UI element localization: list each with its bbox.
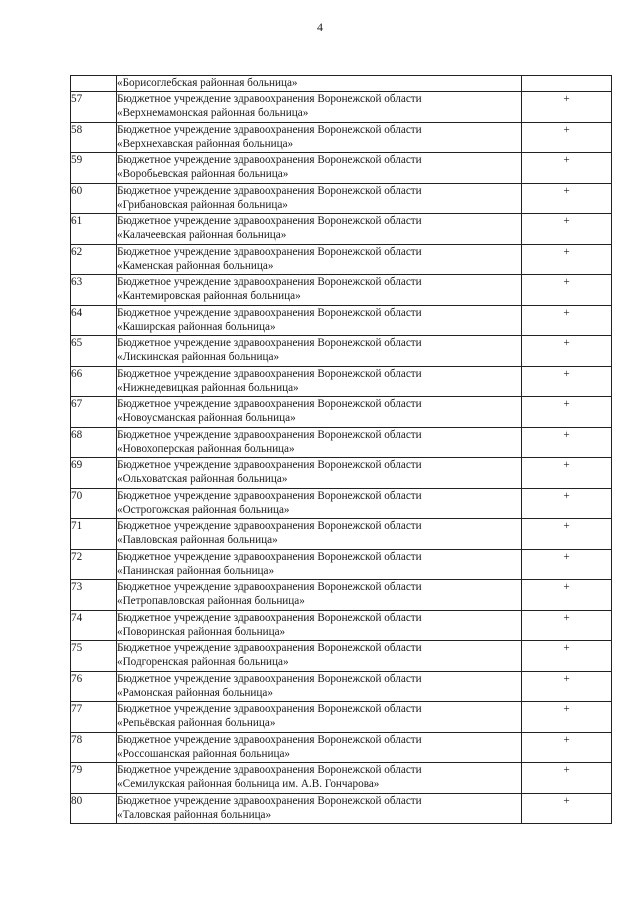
row-name — [117, 549, 522, 580]
row-number: 71 — [71, 519, 117, 550]
row-number: 76 — [71, 671, 117, 702]
row-mark: + — [522, 732, 612, 763]
row-name-line-1: Бюджетное учреждение здравоохранения Воронежской области — [117, 672, 422, 685]
row-name — [117, 427, 522, 458]
table-row — [71, 122, 612, 153]
row-name — [117, 641, 522, 672]
row-number: 60 — [71, 183, 117, 214]
row-mark: + — [522, 610, 612, 641]
row-name — [117, 336, 522, 367]
row-number: 79 — [71, 763, 117, 794]
row-mark: + — [522, 427, 612, 458]
row-name-line-1: Бюджетное учреждение здравоохранения Воронежской области — [117, 245, 422, 258]
row-number: 59 — [71, 153, 117, 184]
row-name-line-2: «Павловская районная больница» — [117, 534, 278, 546]
row-number — [71, 76, 117, 92]
hospital-table — [70, 75, 612, 824]
row-number: 62 — [71, 244, 117, 275]
row-name-line-2: «Верхнемамонская районная больница» — [117, 107, 309, 119]
row-name — [117, 610, 522, 641]
row-name-line-1: Бюджетное учреждение здравоохранения Воронежской области — [117, 611, 422, 624]
row-mark: + — [522, 702, 612, 733]
row-name-line-2: «Россошанская районная больница» — [117, 747, 291, 760]
table-row — [71, 763, 612, 794]
row-name-line-2: «Репьёвская районная больница» — [117, 717, 276, 729]
row-name-line-2: «Таловская районная больница» — [117, 808, 272, 821]
row-mark: + — [522, 458, 612, 489]
table-row — [71, 153, 612, 184]
row-name — [117, 397, 522, 428]
row-mark: + — [522, 793, 612, 824]
row-mark: + — [522, 275, 612, 306]
row-name-line-2: «Калачеевская районная больница» — [117, 229, 287, 241]
row-name-line-1: Бюджетное учреждение здравоохранения Воронежской области — [117, 489, 422, 502]
row-name-line-2: «Новохоперская районная больница» — [117, 442, 295, 455]
table-row — [71, 275, 612, 306]
row-number: 65 — [71, 336, 117, 367]
row-name-line-1: Бюджетное учреждение здравоохранения Воронежской области — [117, 428, 422, 441]
row-mark: + — [522, 153, 612, 184]
row-number: 75 — [71, 641, 117, 672]
row-number: 74 — [71, 610, 117, 641]
row-name — [117, 305, 522, 336]
row-number: 77 — [71, 702, 117, 733]
row-mark: + — [522, 580, 612, 611]
page-number: 4 — [317, 20, 323, 34]
table-row — [71, 366, 612, 397]
table-row — [71, 336, 612, 367]
row-mark: + — [522, 519, 612, 550]
row-name-line-2: «Новоусманская районная больница» — [117, 412, 296, 424]
row-name-line-2: «Рамонская районная больница» — [117, 686, 273, 699]
row-name — [117, 580, 522, 611]
row-number: 64 — [71, 305, 117, 336]
row-name — [117, 214, 522, 245]
row-name-line-1: Бюджетное учреждение здравоохранения Воронежской области — [117, 367, 422, 380]
table-body — [71, 76, 612, 824]
row-mark: + — [522, 92, 612, 123]
row-name-line-2: «Грибановская районная больница» — [117, 198, 288, 211]
row-name-line-1: Бюджетное учреждение здравоохранения Воронежской области — [117, 794, 422, 807]
row-name-line-1: Бюджетное учреждение здравоохранения Воронежской области — [117, 154, 422, 166]
row-name-line-1: Бюджетное учреждение здравоохранения Воронежской области — [117, 703, 422, 715]
row-number: 57 — [71, 92, 117, 123]
row-name-line-2: «Подгоренская районная больница» — [117, 656, 289, 668]
row-name-line-2: «Острогожская районная больница» — [117, 503, 290, 516]
row-number: 68 — [71, 427, 117, 458]
row-name-line-1: Бюджетное учреждение здравоохранения Воронежской области — [117, 398, 422, 410]
row-name-line-1: Бюджетное учреждение здравоохранения Воронежской области — [117, 93, 422, 105]
table-row — [71, 641, 612, 672]
row-name — [117, 122, 522, 153]
table-row — [71, 92, 612, 123]
row-name-line-2: «Семилукская районная больница им. А.В. Гончарова» — [117, 778, 380, 790]
row-name-line-2: «Воробьевская районная больница» — [117, 168, 289, 180]
row-mark: + — [522, 397, 612, 428]
row-name-line-1: Бюджетное учреждение здравоохранения Воронежской области — [117, 215, 422, 227]
table-row — [71, 427, 612, 458]
row-number: 72 — [71, 549, 117, 580]
row-name-line-1: Бюджетное учреждение здравоохранения Воронежской области — [117, 733, 422, 746]
table-row-continued — [71, 76, 612, 92]
row-name-line-2: «Петропавловская районная больница» — [117, 595, 305, 607]
row-mark: + — [522, 641, 612, 672]
table-row — [71, 549, 612, 580]
row-name — [117, 671, 522, 702]
row-name-line-1: Бюджетное учреждение здравоохранения Воронежской области — [117, 459, 422, 471]
table-row — [71, 793, 612, 824]
row-name — [117, 153, 522, 184]
row-name — [117, 458, 522, 489]
row-number: 73 — [71, 580, 117, 611]
row-mark: + — [522, 183, 612, 214]
row-name — [117, 183, 522, 214]
row-name-line: «Борисоглебская районная больница» — [117, 77, 298, 89]
row-name-line-2: «Ольховатская районная больница» — [117, 473, 288, 485]
row-name — [117, 488, 522, 519]
table-row — [71, 702, 612, 733]
row-name-line-1: Бюджетное учреждение здравоохранения Воронежской области — [117, 642, 422, 654]
row-mark: + — [522, 305, 612, 336]
row-name-line-1: Бюджетное учреждение здравоохранения Воронежской области — [117, 123, 422, 136]
row-name — [117, 366, 522, 397]
row-name-line-2: «Кантемировская районная больница» — [117, 290, 301, 302]
row-name-line-1: Бюджетное учреждение здравоохранения Воронежской области — [117, 581, 422, 593]
row-name-line-2: «Панинская районная больница» — [117, 564, 275, 577]
row-mark: + — [522, 549, 612, 580]
table-row — [71, 305, 612, 336]
row-name — [117, 519, 522, 550]
row-number: 67 — [71, 397, 117, 428]
row-name — [117, 92, 522, 123]
row-number: 69 — [71, 458, 117, 489]
row-number: 58 — [71, 122, 117, 153]
table-row — [71, 671, 612, 702]
row-name-line-2: «Каменская районная больница» — [117, 259, 274, 272]
table-row — [71, 580, 612, 611]
row-number: 78 — [71, 732, 117, 763]
row-name-line-1: Бюджетное учреждение здравоохранения Воронежской области — [117, 184, 422, 197]
row-name — [117, 275, 522, 306]
row-name-line-1: Бюджетное учреждение здравоохранения Воронежской области — [117, 550, 422, 563]
table-row — [71, 458, 612, 489]
row-mark: + — [522, 214, 612, 245]
row-name — [117, 76, 522, 92]
row-name — [117, 732, 522, 763]
row-number: 61 — [71, 214, 117, 245]
row-mark: + — [522, 122, 612, 153]
table-row — [71, 397, 612, 428]
row-mark: + — [522, 336, 612, 367]
row-name — [117, 702, 522, 733]
row-mark — [522, 76, 612, 92]
row-number: 80 — [71, 793, 117, 824]
table-row — [71, 519, 612, 550]
row-name-line-2: «Лискинская районная больница» — [117, 351, 280, 363]
row-name — [117, 244, 522, 275]
table-row — [71, 214, 612, 245]
row-mark: + — [522, 763, 612, 794]
row-number: 70 — [71, 488, 117, 519]
row-mark: + — [522, 244, 612, 275]
row-name-line-1: Бюджетное учреждение здравоохранения Воронежской области — [117, 337, 422, 349]
row-name-line-1: Бюджетное учреждение здравоохранения Воронежской области — [117, 520, 422, 532]
row-name-line-2: «Каширская районная больница» — [117, 320, 276, 333]
table-row — [71, 732, 612, 763]
row-name-line-1: Бюджетное учреждение здравоохранения Воронежской области — [117, 764, 422, 776]
row-name-line-1: Бюджетное учреждение здравоохранения Воронежской области — [117, 276, 422, 288]
table-row — [71, 488, 612, 519]
row-number: 63 — [71, 275, 117, 306]
row-mark: + — [522, 488, 612, 519]
row-name-line-2: «Поворинская районная больница» — [117, 625, 286, 638]
row-name-line-2: «Нижнедевицкая районная больница» — [117, 381, 299, 394]
row-name — [117, 793, 522, 824]
row-number: 66 — [71, 366, 117, 397]
table-row — [71, 244, 612, 275]
row-mark: + — [522, 671, 612, 702]
table-row — [71, 610, 612, 641]
table-row — [71, 183, 612, 214]
row-mark: + — [522, 366, 612, 397]
row-name-line-1: Бюджетное учреждение здравоохранения Воронежской области — [117, 306, 422, 319]
row-name-line-2: «Верхнехавская районная больница» — [117, 137, 294, 150]
row-name — [117, 763, 522, 794]
